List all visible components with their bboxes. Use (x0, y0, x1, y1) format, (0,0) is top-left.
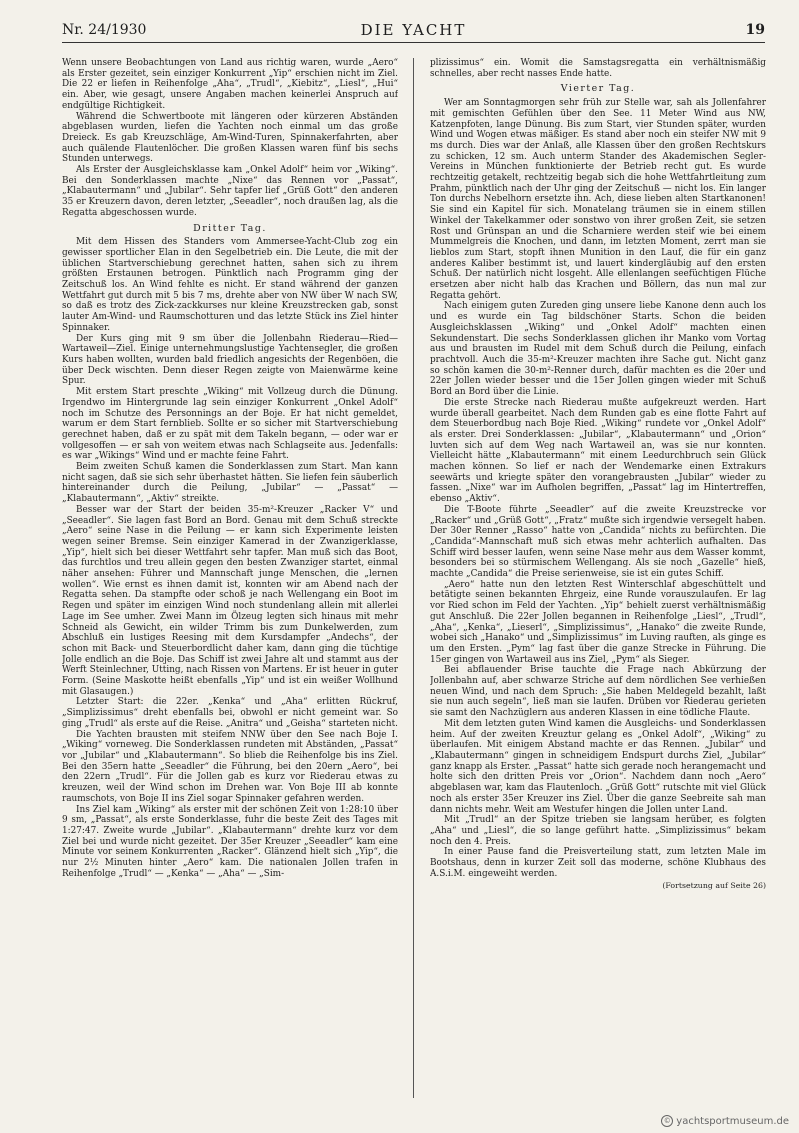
paragraph: Nach einigem guten Zureden ging unsere liebe Kanone denn auch los und es wurde ein Tag bildschöner Starts. Schon die beiden Ausgleichsklassen „Wiking“ und „Onkel Adolf“ machten einen Sekundenstart. Die sechs Sonderklassen glichen ihr Manko vom Vortag aus und brausten im Rudel mit dem Schuß durch die Peilung, einfach prachtvoll. Auch die 35-m²-Kreuzer machten ihre Sache gut. Nicht ganz so schön kamen die 30-m²-Renner durch, dafür machten es die 20er und 22er Jollen wieder besser und die 15er Jollen gingen wieder mit Schuß Bord an Bord über die Linie. (430, 301, 766, 398)
page-number: 19 (745, 22, 765, 38)
column-divider (413, 58, 414, 1098)
paragraph: Wenn unsere Beobachtungen von Land aus richtig waren, wurde „Aero“ als Erster gezeitet, sein einziger Konkurrent „Yip“ erschien nicht im Ziel. Die 22 er liefen in Reihenfolge „Aha“, „Trudl“, „Kiebitz“, „Liesl“, „Hui“ ein. Aber, wie gesagt, unsere Angaben machen keinerlei Anspruch auf endgültige Richtigkeit. (62, 58, 398, 111)
paragraph: Beim zweiten Schuß kamen die Sonderklassen zum Start. Man kann nicht sagen, daß sie sich sehr überhastet hätten. Sie liefen fein säuberlich hintereinander durch die Peilung, „Jubilar“ — „Passat“ — „Klabautermann“, „Aktiv“ streikte. (62, 462, 398, 505)
paragraph: Die T-Boote führte „Seeadler“ auf die zweite Kreuzstrecke vor „Racker“ und „Grüß Gott“, „Fratz“ mußte sich irgendwie versegelt haben. Der 30er Renner „Rasso“ hatte von „Candida“ nichts zu befürchten. Die „Candida“-Mannschaft muß sich etwas mehr achterlich aufhalten. Das Schiff wird besser laufen, wenn seine Nase mehr aus dem Wasser kommt, besonders bei so stürmischem Wellengang. Als sie noch „Gazelle“ hieß, machte „Candida“ die Preise serienweise, sie ist ein gutes Schiff. (430, 504, 766, 580)
section-heading: Dritter Tag. (193, 222, 267, 234)
copyright-icon: © (661, 1115, 673, 1127)
paragraph: Der Kurs ging mit 9 sm über die Jollenbahn Riederau—Ried—Wartaweil—Ziel. Einige unternehmungslustige Yachtensegler, die großen Kurs haben wollten, wurden bald friedlich angesichts der Regenböen, die über Deck wischten. Denn dieser Regen zeigte von Maienwärme keine Spur. (62, 333, 398, 387)
paragraph: Letzter Start: die 22er. „Kenka“ und „Aha“ erlitten Rückruf, „Simplizissimus“ dreht ebenfalls bei, obwohl er nicht gemeint war. So ging „Trudl“ als erste auf die Reise. „Anitra“ und „Geisha“ starteten nicht. (62, 697, 398, 729)
paragraph: Ins Ziel kam „Wiking“ als erster mit der schönen Zeit von 1:28:10 über 9 sm, „Passat“, als erste Sonderklasse, fuhr die beste Zeit des Tages mit 1:27:47. Zweite wurde „Jubilar“. „Klabautermann“ drehte kurz vor dem Ziel bei und wurde nicht gezeitet. Der 35er Kreuzer „Seeadler“ kam eine Minute vor seinem Konkurrenten „Racker“. Glänzend hielt sich „Yip“, die nur 2½ Minuten hinter „Aero“ kam. Die nationalen Jollen trafen in Reihenfolge „Trudl“ — „Kenka“ — „Aha“ — „Sim- (62, 804, 398, 879)
paragraph: Die Yachten brausten mit steifem NNW über den See nach Boje I. „Wiking“ vorneweg. Die Sonderklassen rundeten mit Abständen, „Passat“ vor „Jubilar“ und „Klabautermann“. So blieb die Reihenfolge bis ins Ziel. Bei den 35ern hatte „Seeadler“ die Führung, bei den 20ern „Aero“, bei den 22ern „Trudl“. Für die Jollen gab es kurz vor Riederau etwas zu kreuzen, weil der Wind schon im Drehen war. Von Boje III ab konnte raumschots, von Boje II ins Ziel sogar Spinnaker gefahren werden. (62, 729, 398, 804)
paragraph: In einer Pause fand die Preisverteilung statt, zum letzten Male im Bootshaus, denn in kurzer Zeit soll das moderne, schöne Klubhaus des A.S.i.M. eingeweiht werden. (430, 847, 766, 879)
page-header (62, 16, 765, 42)
paragraph: Die erste Strecke nach Riederau mußte aufgekreuzt werden. Hart wurde überall gearbeitet. Nach dem Runden gab es eine flotte Fahrt auf dem Steuerbordbug nach Boje Ried. „Wiking“ rundete vor „Onkel Adolf“ als erster. Drei Sonderklassen: „Jubilar“, „Klabautermann“ und „Orion“ luvten sich auf dem Weg nach Wartaweil an, was sie nur konnten. Vielleicht hätte „Klabautermann“ mit einem Leedurchbruch sein Glück machen können. So lief er nach der Wendemarke einen Extrakurs seewärts und kriegte später den vorangebrausten „Jubilar“ wieder zu fassen. „Nixe“ war im Aufholen begriffen, „Passat“ lag im Hintertreffen, ebenso „Aktiv“. (430, 397, 766, 505)
section-heading: Vierter Tag. (560, 83, 636, 95)
magazine-title: DIE YACHT (360, 21, 467, 39)
header-rule (62, 42, 765, 43)
watermark (661, 1115, 789, 1127)
paragraph: Mit dem letzten guten Wind kamen die Ausgleichs- und Sonderklassen heim. Auf der zweiten Kreuztur gelang es „Onkel Adolf“, „Wiking“ zu überlaufen. Mit einigem Abstand machte er das Rennen. „Jubilar“ und „Klabautermann“ gingen in schneidigem Endspurt durchs Ziel, „Jubilar“ ganz knapp als Erster. „Passat“ hatte sich gerade noch herangemacht und holte sich den dritten Preis vor „Orion“. Nachdem dann noch „Aero“ abgeblasen war, kam das Flautenloch. „Grüß Gott“ rutschte mit viel Glück noch als erster 35er Kreuzer ins Ziel. Über die ganze Seebreite sah man dann nichts mehr. Weit am Westufer hingen die Jollen unter Land. (430, 718, 766, 815)
paragraph: Mit „Trudl“ an der Spitze trieben sie langsam herüber, es folgten „Aha“ und „Liesl“, die so lange geführt hatte. „Simplizissimus“ bekam noch den 4. Preis. (430, 815, 766, 847)
left-column (62, 58, 398, 1114)
paragraph: „Aero“ hatte nun den letzten Rest Winterschlaf abgeschüttelt und betätigte seinen bekannten Ehrgeiz, eine Runde vorauszulaufen. Er lag vor Ried schon im Feld der Yachten. „Yip“ behielt zuerst verhältnismäßig gut Anschluß. Die 22er Jollen begannen in Reihenfolge „Liesl“, „Trudl“, „Aha“, „Kenka“, „Lieserl“, „Simplizissimus“, „Hanako“ die zweite Runde, wobei sich „Hanako“ und „Simplizissimus“ im Luving rauften, als ginge es um den Ersten. „Pym“ lag fast über die ganze Strecke in Führung. Die 15er gingen von Wartaweil aus ins Ziel, „Pym“ als Sieger. (430, 579, 766, 665)
right-column (430, 58, 766, 1114)
paragraph: Wer am Sonntagmorgen sehr früh zur Stelle war, sah als Jollenfahrer mit gemischten Gefühlen über den See. 11 Meter Wind aus NW, Katzenpfoten, lange Dünung. Bis zum Start, vier Stunden später, wurden Wind und Wogen etwas mäßiger. Es stand aber noch ein steifer NW mit 9 ms durch. Dies war der Anlaß, alle Klassen über den großen Rechtskurs zu schicken, 12 sm. Auch unterm Stander des Akademischen Segler-Vereins in München funktionierte der Betrieb recht gut. Es wurde rechtzeitig getakelt, rechtzeitig begab sich die hohe Wettfahrtleitung zum Prahm, pünktlich nach der Uhr ging der Zeitschuß — nicht los. Ein langer Ton durchs Nebelhorn ersetzte ihn. Ach, diese lieben alten Startkanonen! Sie sind ein Kapitel für sich. Monatelang träumen sie in einem stillen Winkel der Takelkammer oder sonstwo von ihrer großen Zeit, sie setzen Rost und Grünspan an und die Scharniere werden steif wie bei einem Mummelgreis die Knochen, und dann, im letzten Moment, zerrt man sie lieblos zum Start, stopft ihnen Munition in den Lauf, die für ein ganz anderes Kaliber bestimmt ist, und lauert kindergläubig auf den ersten Schuß. Der natürlich nicht losgeht. Alle ellenlangen seefüchtigen Flüche ersetzen aber nicht halb das Krachen und Böllern, das nun mal zur Regatta gehört. (430, 98, 766, 301)
watermark-text: yachtsportmuseum.de (676, 1116, 789, 1127)
paragraph: Als Erster der Ausgleichsklasse kam „Onkel Adolf“ heim vor „Wiking“. Bei den Sonderklassen machte „Nixe“ das Rennen vor „Passat“, „Klabautermann“ und „Jubilar“. Sehr tapfer lief „Grüß Gott“ den anderen 35 er Kreuzern davon, deren letzter, „Seeadler“, noch draußen lag, als die Regatta abgeschossen wurde. (62, 165, 398, 218)
paragraph: Während die Schwertboote mit längeren oder kürzeren Abständen abgeblasen wurden, liefen die Yachten noch einmal um das große Dreieck. Es gab Kreuzschläge, Am-Wind-Turen, Spinnakerfahrten, aber auch quälende Flautenlöcher. Die großen Klassen waren fünf bis sechs Stunden unterwegs. (62, 111, 398, 165)
paragraph: Bei abflauender Brise tauchte die Frage nach Abkürzung der Jollenbahn auf, aber schwarze Striche auf dem nördlichen See verhießen neuen Wind, und nach dem Spruch: „Sie haben Meldegeld bezahlt, laßt sie nun auch segeln“, ließ man sie laufen. Drüben vor Riederau gerieten sie samt den Nachzüglern aus anderen Klassen in eine tödliche Flaute. (430, 665, 766, 719)
paragraph: Besser war der Start der beiden 35-m²-Kreuzer „Racker V“ und „Seeadler“. Sie lagen fast Bord an Bord. Genau mit dem Schuß streckte „Aero“ seine Nase in die Peilung — er kann sich Experimente leisten wegen seiner Bremse. Sein einziger Kamerad in der Zwanzigerklasse, „Yip“, hielt sich bei dieser Wettfahrt sehr tapfer. Man muß sich das Boot, das furchtlos und treu allein gegen den besten Zwanziger startet, einmal näher ansehen: Führer und Mannschaft junge Menschen, die „lernen wollen“. Wie ernst es ihnen damit ist, konnten wir am Abend nach der Regatta sehen. Da stampfte oder schoß je nach Wellengang ein Boot im Regen und später im einzigen Wind noch stundenlang allein mit allerlei Lage im See umher. Zwei Mann im Ölzeug legten sich hinaus mit mehr Schneid als Gewicht, ein wilder Trimm bis zum Dunkelwerden, zum Abschluß ein lustiges Reesing mit dem Kursdampfer „Andechs“, der schon mit Back- und Steuerbordlicht daher kam, dann ging die tüchtige Jolle endlich an die Boje. Das Schiff ist zwei Jahre alt und stammt aus der Werft Steinlechner, Utting, nach Rissen von Martens. Er ist heuer in guter Form. (Seine Maskotte heißt ebenfalls „Yip“ und ist ein weißer Wollhund mit Glasaugen.) (62, 504, 398, 697)
paragraph: plizissimus“ ein. Womit die Samstagsregatta ein verhältnismäßig schnelles, aber recht nasses Ende hatte. (430, 58, 766, 79)
issue-number: Nr. 24/1930 (62, 22, 147, 38)
paragraph: Mit erstem Start preschte „Wiking“ mit Vollzeug durch die Dünung. Irgendwo im Hintergrunde lag sein einziger Konkurrent „Onkel Adolf“ noch im Schutze des Personnings an der Boje. Er hat nicht gemeldet, warum er dem Start fernblieb. Sollte er so sicher mit Startverschiebung gerechnet haben, daß er zu spät mit dem Takeln begann, — oder war er vollgesoffen — er sah von weitem etwas nach Schlagseite aus. Jedenfalls: es war „Wikings“ Wind und er machte feine Fahrt. (62, 387, 398, 462)
continuation-note: (Fortsetzung auf Seite 26) (662, 881, 766, 891)
paragraph: Mit dem Hissen des Standers vom Ammersee-Yacht-Club zog ein gewisser sportlicher Elan in den Segelbetrieb ein. Die Leute, die mit der üblichen Startverschiebung gerechnet hatten, sahen sich zu ihrem größten Erstaunen betrogen. Pünktlich nach Programm ging der Zeitschuß los. An Wind fehlte es nicht. Er stand während der ganzen Wettfahrt gut durch mit 5 bis 7 ms, drehte aber von NW über W nach SW, so daß es trotz des Zick-zackkurses nur kleine Kreuzstrecken gab, sonst lauter Am-Wind- und Raumschotturen und das letzte Stück ins Ziel hinter Spinnaker. (62, 237, 398, 333)
